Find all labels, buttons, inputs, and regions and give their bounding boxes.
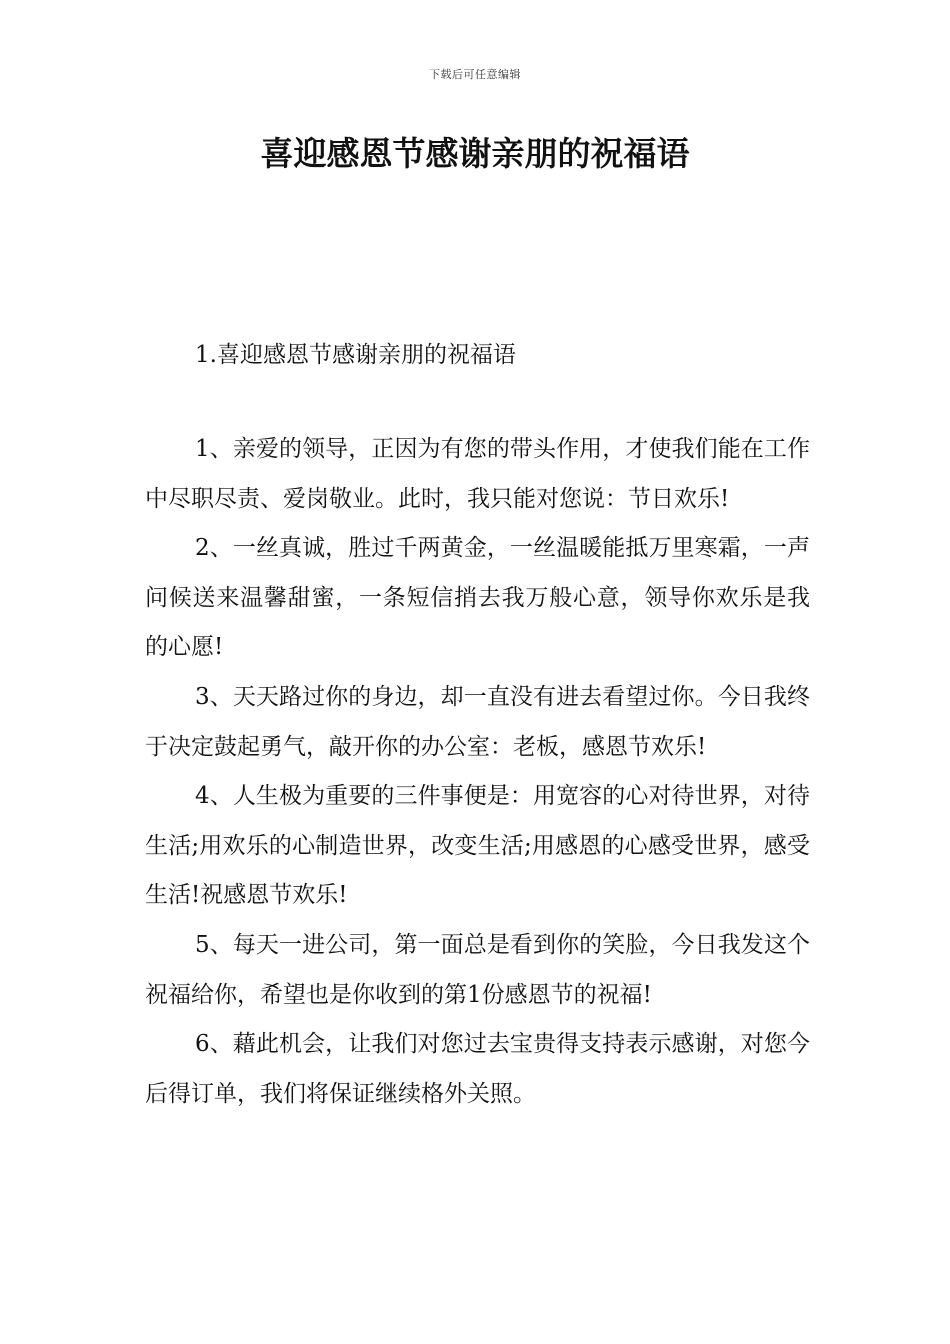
document-title: 喜迎感恩节感谢亲朋的祝福语 bbox=[260, 134, 690, 173]
body-text bbox=[145, 425, 810, 1119]
paragraph-4: 4、人生极为重要的三件事便是：用宽容的心对待世界，对待生活;用欢乐的心制造世界，改变生活;用感恩的心感受世界，感受生活!祝感恩节欢乐! bbox=[145, 783, 810, 909]
paragraph-1: 1、亲爱的领导，正因为有您的带头作用，才使我们能在工作中尽职尽责、爱岗敬业。此时，我只能对您说：节日欢乐! bbox=[145, 436, 810, 512]
paragraph-2: 2、一丝真诚，胜过千两黄金，一丝温暖能抵万里寒霜，一声问候送来温馨甜蜜，一条短信捎去我万般心意，领导你欢乐是我的心愿! bbox=[145, 535, 810, 661]
paragraph-6: 6、藉此机会，让我们对您过去宝贵得支持表示感谢，对您今后得订单，我们将保证继续格外关照。 bbox=[145, 1031, 810, 1107]
paragraph-5: 5、每天一进公司，第一面总是看到你的笑脸，今日我发这个祝福给你，希望也是你收到的第1份感恩节的祝福! bbox=[145, 931, 810, 1008]
section-heading: 1.喜迎感恩节感谢亲朋的祝福语 bbox=[195, 342, 516, 368]
header-note: 下载后可任意编辑 bbox=[429, 68, 521, 81]
paragraph-3: 3、天天路过你的身边，却一直没有进去看望过你。今日我终于决定鼓起勇气，敲开你的办公室：老板，感恩节欢乐! bbox=[145, 683, 810, 760]
